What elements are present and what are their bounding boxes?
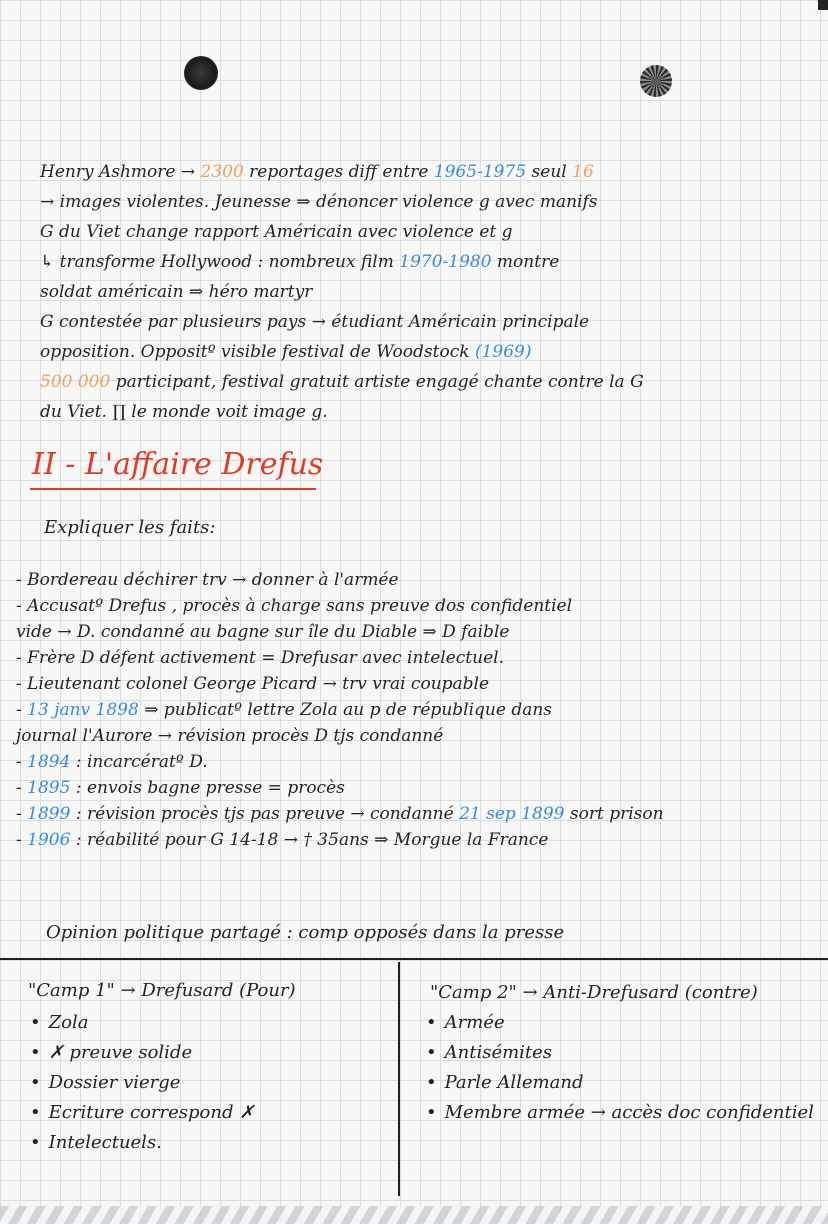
fact-line [16,646,504,670]
intro-text: du Viet. ∏ le monde voit image g. [40,402,328,422]
camp1-heading: "Camp 1" → Drefusard (Pour) [28,980,296,1001]
fact-text: - [16,804,28,824]
binder-hole-right [640,65,672,97]
intro-text: seul [526,162,573,182]
fact-text: - Bordereau déchirer trv → donner à l'armée [16,570,399,590]
fact-text: - Lieutenant colonel George Picard → trv vrai coupable [16,674,490,694]
fact-line [16,698,552,722]
fact-line [16,750,208,774]
fact-text: - [16,778,28,798]
intro-text: participant, festival gratuit artiste engagé chante contre la G [110,372,644,392]
intro-highlight: (1969) [474,342,532,362]
section-title-underline [30,488,316,490]
fact-text: - [16,752,28,772]
fact-text: : envois bagne presse = procès [70,778,345,798]
fact-text: journal l'Aurore → révision procès D tjs condanné [16,726,444,746]
camp2-item: • Antisémites [426,1038,814,1068]
camp1-item: • Intelectuels. [30,1128,254,1158]
camp2-heading: "Camp 2" → Anti-Drefusard (contre) [430,982,758,1003]
fact-highlight: 1906 [27,830,71,850]
fact-highlight: 1899 [27,804,71,824]
fact-text: - [16,700,28,720]
camp2-item: • Parle Allemand [426,1068,814,1098]
intro-text: ↳ transforme Hollywood : nombreux film [40,252,400,272]
bottom-strip [0,1206,828,1224]
camp2-item: • Armée [426,1008,814,1038]
camp1-item: • ✗ preuve solide [30,1038,254,1068]
intro-highlight: 16 [572,162,594,182]
intro-text: soldat américain ⇒ héro martyr [40,282,313,302]
subtitle: Expliquer les faits: [44,517,216,538]
camp1-item: • Zola [30,1008,254,1038]
intro-line [40,340,531,364]
opinion-heading: Opinion politique partagé : comp opposés dans la presse [46,922,565,943]
fact-line [16,724,443,748]
fact-text: - Accusatº Drefus , procès à charge sans preuve dos confidentiel [16,596,573,616]
intro-text: G contestée par plusieurs pays → étudiant Américain principale [40,312,590,332]
page-corner [818,0,828,10]
intro-highlight: 2300 [200,162,244,182]
intro-line [40,160,594,184]
intro-highlight: 500 000 [40,372,111,392]
camp1-list [30,1008,254,1158]
table-top-border [0,958,828,960]
intro-text: G du Viet change rapport Américain avec violence et g [40,222,513,242]
fact-line [16,568,399,592]
fact-text: : incarcératº D. [70,752,208,772]
intro-line [40,220,513,244]
intro-line [40,400,328,424]
intro-text: montre [491,252,560,272]
camp1-item: • Dossier vierge [30,1068,254,1098]
intro-line [40,280,312,304]
binder-hole-left [184,56,218,90]
intro-line [40,370,644,394]
fact-highlight: 1895 [27,778,71,798]
fact-highlight: 21 sep 1899 [459,804,565,824]
fact-highlight: 1894 [27,752,71,772]
fact-line [16,620,509,644]
intro-line [40,250,559,274]
camp1-item: • Ecriture correspond ✗ [30,1098,254,1128]
intro-highlight: 1965-1975 [433,162,527,182]
intro-line [40,190,598,214]
table-divider [398,962,400,1196]
camp2-item: • Membre armée → accès doc confidentiel [426,1098,814,1128]
intro-text: reportages diff entre [243,162,434,182]
intro-text: Henry Ashmore → [40,162,201,182]
section-title: II - L'affaire Drefus [32,447,324,482]
camp2-list [426,1008,814,1128]
fact-text: : réabilité pour G 14-18 → † 35ans ⇒ Morgue la France [70,830,549,850]
fact-line [16,672,489,696]
fact-line [16,828,548,852]
fact-text: : révision procès tjs pas preuve → condanné [70,804,460,824]
fact-line [16,594,572,618]
fact-text: - [16,830,28,850]
intro-text: → images violentes. Jeunesse ⇒ dénoncer violence g avec manifs [40,192,598,212]
fact-text: - Frère D défent activement = Drefusar avec intelectuel. [16,648,504,668]
fact-text: sort prison [564,804,664,824]
intro-line [40,310,589,334]
fact-line [16,776,345,800]
fact-line [16,802,664,826]
fact-text: vide → D. condanné au bagne sur île du Diable ⇒ D faible [16,622,510,642]
fact-text: ⇒ publicatº lettre Zola au p de république dans [138,700,553,720]
intro-text: opposition. Oppositº visible festival de Woodstock [40,342,475,362]
intro-highlight: 1970-1980 [399,252,492,272]
fact-highlight: 13 janv 1898 [27,700,139,720]
